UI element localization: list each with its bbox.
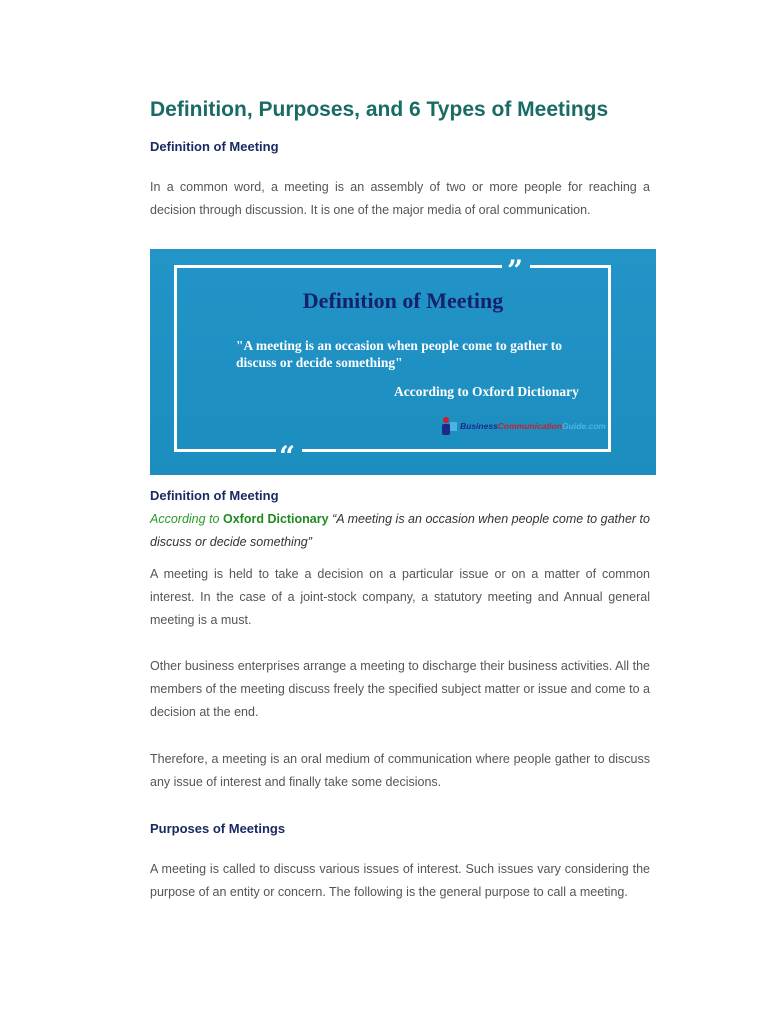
- site-logo: [440, 415, 606, 437]
- banner-quote: "A meeting is an occasion when people come to gather to discuss or decide something": [236, 338, 562, 370]
- definition-quote-text: “A meeting is an occasion when people come to gather to discuss or decide something”: [150, 512, 650, 549]
- oxford-definition-quote: [150, 508, 650, 554]
- logo-text: BusinessCommunicationGuide.com: [460, 421, 606, 431]
- frame-top-right-line: [530, 265, 611, 268]
- article-title: Definition, Purposes, and 6 Types of Meetings: [150, 98, 609, 121]
- banner-source: According to Oxford Dictionary: [394, 384, 579, 399]
- paragraph-held: A meeting is held to take a decision on a particular issue or on a matter of common interest. In the case of a joint-stock company, a statutory meeting and Annual general meeting is a must.: [150, 567, 650, 627]
- logo-figure-icon: [440, 416, 458, 436]
- paragraph-purposes: A meeting is called to discuss various issues of interest. Such issues vary considering the purpose of an entity or concern. The following is the general purpose to call a meeting.: [150, 862, 650, 899]
- definition-banner-image: [150, 249, 656, 475]
- banner-title: Definition of Meeting: [302, 288, 504, 313]
- section-heading-definition-2: Definition of Meeting: [150, 488, 279, 503]
- frame-top-left-line: [174, 265, 502, 268]
- paragraph-therefore: Therefore, a meeting is an oral medium of communication where people gather to discuss any issue of interest and finally take some decisions.: [150, 752, 650, 789]
- paragraph-other-business: Other business enterprises arrange a meeting to discharge their business activities. All the members of the meeting discuss freely the specified subject matter or issue and come to a decision at the end.: [150, 659, 650, 719]
- opening-quote-icon: “: [279, 440, 296, 473]
- according-to-label: According to: [150, 512, 223, 526]
- oxford-dictionary-link[interactable]: Oxford Dictionary: [222, 512, 329, 526]
- intro-paragraph: In a common word, a meeting is an assembly of two or more people for reaching a decision through discussion. It is one of the major media of oral communication.: [150, 180, 650, 217]
- frame-bottom-right-line: [302, 449, 611, 452]
- section-heading-purposes: Purposes of Meetings: [150, 821, 286, 836]
- frame-bottom-left-line: [174, 449, 276, 452]
- closing-quote-icon: ”: [507, 254, 524, 287]
- section-heading-definition: Definition of Meeting: [150, 139, 279, 154]
